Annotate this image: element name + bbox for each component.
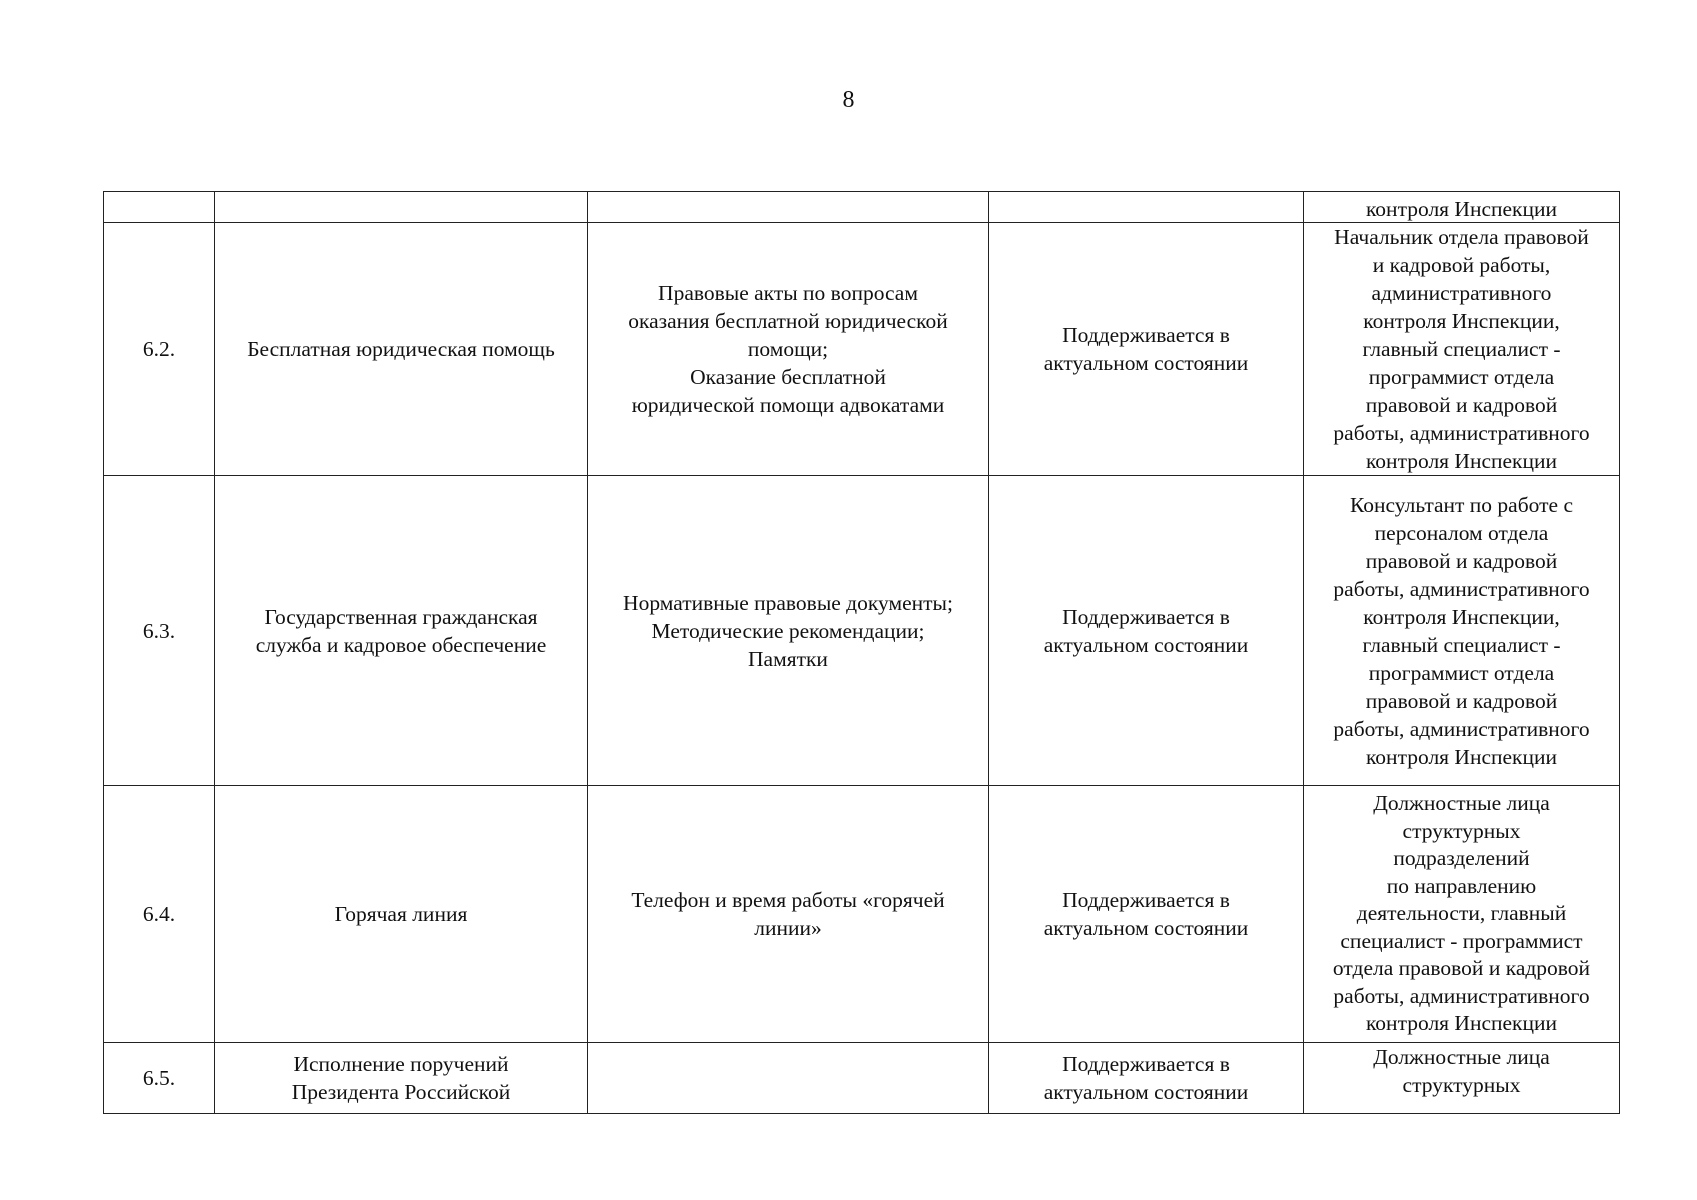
cell-topic xyxy=(215,192,588,223)
document-table xyxy=(103,191,1620,1114)
cell-content: Правовые акты по вопросам оказания бесплатной юридической помощи; Оказание бесплатной юридической помощи адвокатами xyxy=(588,223,989,476)
cell-topic: Исполнение поручений Президента Российской xyxy=(215,1043,588,1114)
table-row xyxy=(104,223,1620,476)
cell-number: 6.2. xyxy=(104,223,215,476)
table-row xyxy=(104,786,1620,1043)
cell-status: Поддерживается в актуальном состоянии xyxy=(989,786,1304,1043)
cell-status: Поддерживается в актуальном состоянии xyxy=(989,223,1304,476)
cell-responsible: Консультант по работе с персоналом отдела правовой и кадровой работы, административного контроля Инспекции, главный специалист - программист отдела правовой и кадровой работы, административного контроля Инспекции xyxy=(1304,476,1620,786)
cell-topic: Государственная гражданская служба и кадровое обеспечение xyxy=(215,476,588,786)
table-row xyxy=(104,1043,1620,1114)
cell-responsible: Должностные лица структурных подразделений по направлению деятельности, главный специалист - программист отдела правовой и кадровой работы, административного контроля Инспекции xyxy=(1304,786,1620,1043)
cell-status: Поддерживается в актуальном состоянии xyxy=(989,476,1304,786)
cell-number: 6.4. xyxy=(104,786,215,1043)
table-row xyxy=(104,476,1620,786)
page-number: 8 xyxy=(842,87,855,113)
cell-responsible: Начальник отдела правовой и кадровой работы, административного контроля Инспекции, главный специалист - программист отдела правовой и кадровой работы, административного контроля Инспекции xyxy=(1304,223,1620,476)
cell-responsible: контроля Инспекции xyxy=(1304,192,1620,223)
cell-content xyxy=(588,192,989,223)
cell-number xyxy=(104,192,215,223)
table-row-continuation xyxy=(104,192,1620,223)
cell-content: Телефон и время работы «горячей линии» xyxy=(588,786,989,1043)
cell-responsible: Должностные лица структурных xyxy=(1304,1043,1620,1114)
cell-status: Поддерживается в актуальном состоянии xyxy=(989,1043,1304,1114)
cell-number: 6.3. xyxy=(104,476,215,786)
cell-content xyxy=(588,1043,989,1114)
cell-topic: Бесплатная юридическая помощь xyxy=(215,223,588,476)
cell-status xyxy=(989,192,1304,223)
cell-topic: Горячая линия xyxy=(215,786,588,1043)
cell-number: 6.5. xyxy=(104,1043,215,1114)
cell-content: Нормативные правовые документы; Методические рекомендации; Памятки xyxy=(588,476,989,786)
